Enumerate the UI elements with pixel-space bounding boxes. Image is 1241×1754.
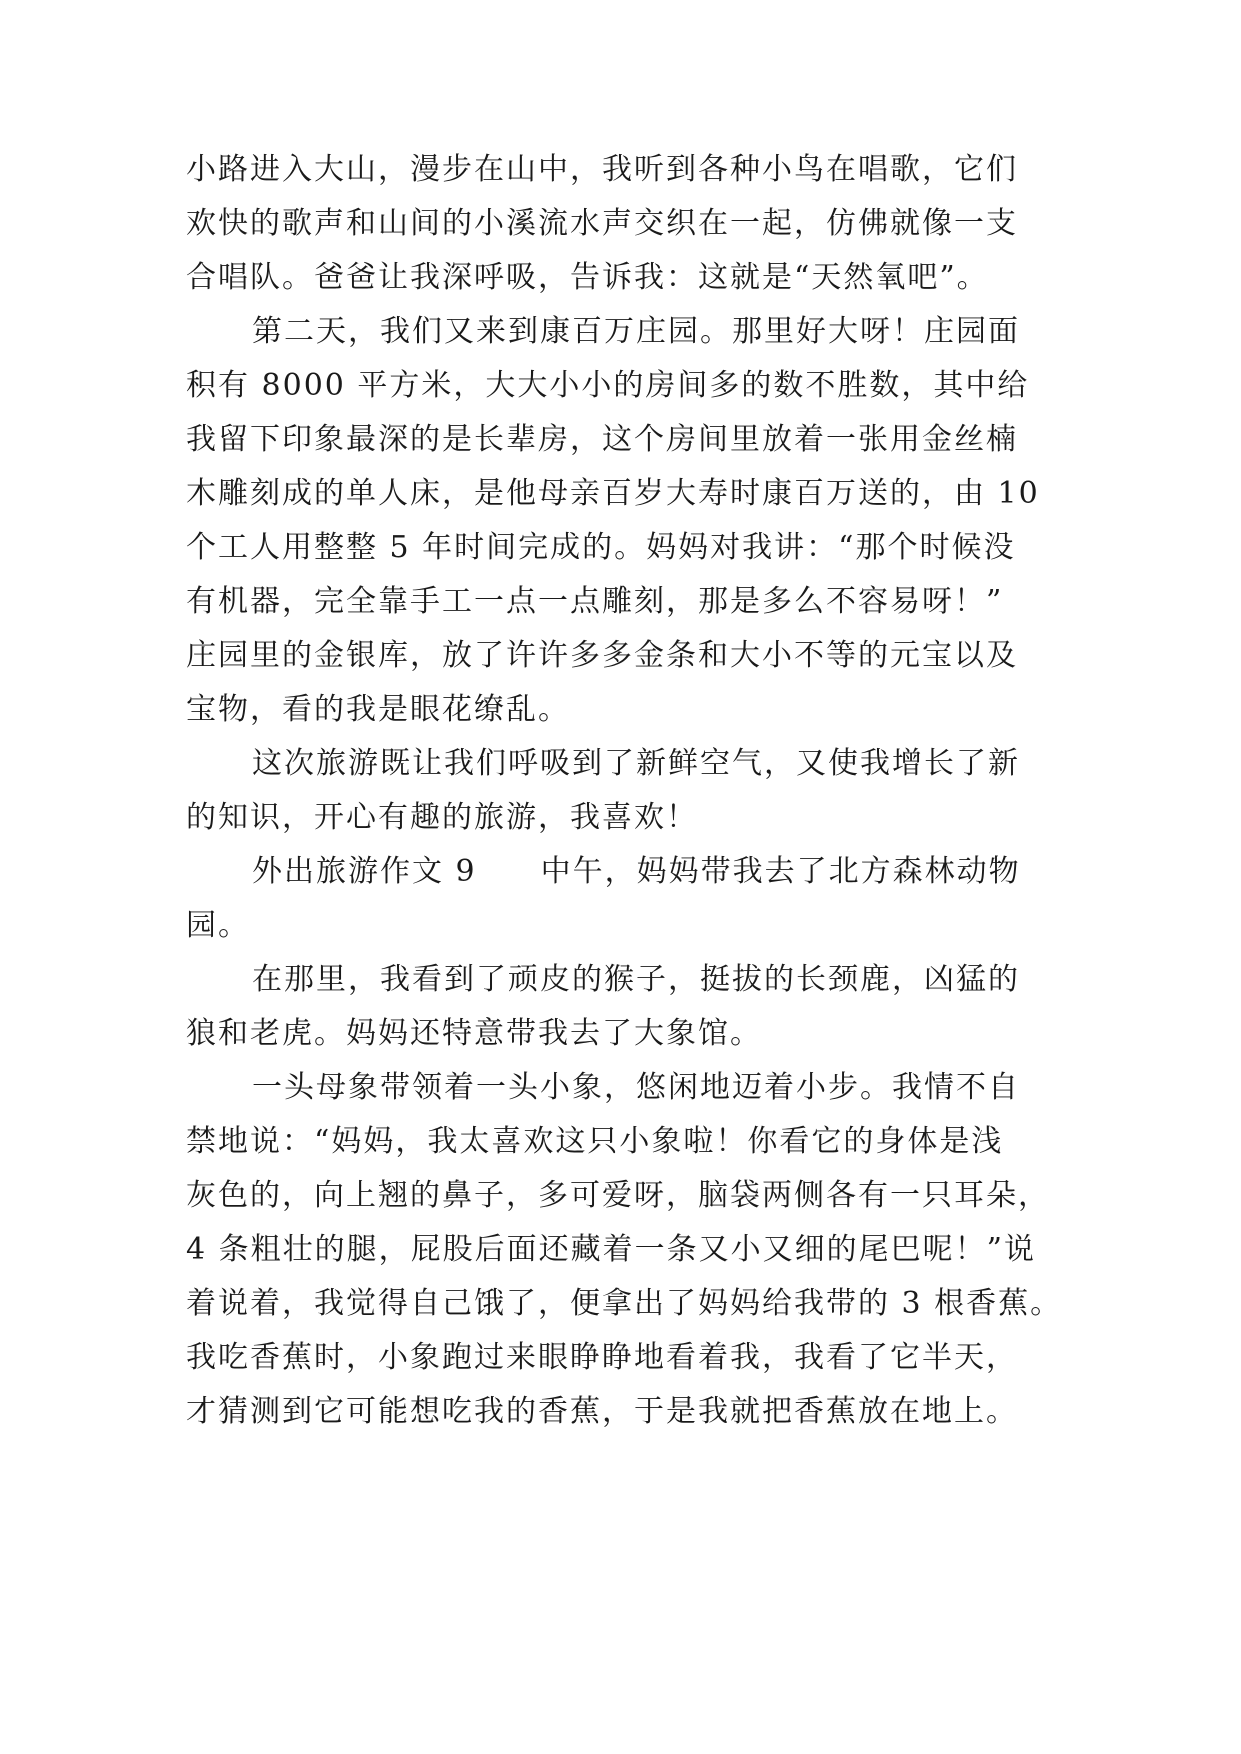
text-line: 我吃香蕉时，小象跑过来眼睁睁地看着我，我看了它半天， — [186, 1340, 1018, 1375]
text-line: 禁地说：“妈妈，我太喜欢这只小象啦！你看它的身体是浅 — [186, 1124, 1004, 1159]
text-line: 木雕刻成的单人床，是他母亲百岁大寿时康百万送的，由 10 — [186, 476, 1040, 511]
text-line: 积有 8000 平方米，大大小小的房间多的数不胜数，其中给 — [186, 368, 1030, 403]
paragraph-start: 在那里，我看到了顽皮的猴子，挺拔的长颈鹿，凶猛的 — [252, 962, 1020, 997]
text-line: 庄园里的金银库，放了许许多多金条和大小不等的元宝以及 — [186, 638, 1018, 673]
paragraph-start: 第二天，我们又来到康百万庄园。那里好大呀！庄园面 — [252, 314, 1020, 349]
text-line: 欢快的歌声和山间的小溪流水声交织在一起，仿佛就像一支 — [186, 206, 1018, 241]
text-line: 个工人用整整 5 年时间完成的。妈妈对我讲：“那个时候没 — [186, 530, 1016, 565]
paragraph-start: 一头母象带领着一头小象，悠闲地迈着小步。我情不自 — [252, 1070, 1020, 1105]
text-line: 我留下印象最深的是长辈房，这个房间里放着一张用金丝楠 — [186, 422, 1018, 457]
text-line: 的知识，开心有趣的旅游，我喜欢！ — [186, 800, 698, 835]
paragraph-start: 这次旅游既让我们呼吸到了新鲜空气，又使我增长了新 — [252, 746, 1020, 781]
text-line: 才猜测到它可能想吃我的香蕉，于是我就把香蕉放在地上。 — [186, 1394, 1018, 1429]
text-line: 着说着，我觉得自己饿了，便拿出了妈妈给我带的 3 根香蕉。 — [186, 1286, 1063, 1321]
text-line: 狼和老虎。妈妈还特意带我去了大象馆。 — [186, 1016, 762, 1051]
text-line: 灰色的，向上翘的鼻子，多可爱呀，脑袋两侧各有一只耳朵， — [186, 1178, 1050, 1213]
text-line: 4 条粗壮的腿，屁股后面还藏着一条又小又细的尾巴呢！”说 — [186, 1232, 1036, 1267]
text-line: 有机器，完全靠手工一点一点雕刻，那是多么不容易呀！” — [186, 584, 1004, 619]
text-line: 小路进入大山，漫步在山中，我听到各种小鸟在唱歌，它们 — [186, 152, 1018, 187]
section-heading-line: 外出旅游作文 9 中午，妈妈带我去了北方森林动物 — [252, 854, 1021, 889]
text-line: 合唱队。爸爸让我深呼吸，告诉我：这就是“天然氧吧”。 — [186, 260, 989, 295]
text-line: 园。 — [186, 908, 250, 943]
text-line: 宝物，看的我是眼花缭乱。 — [186, 692, 570, 727]
